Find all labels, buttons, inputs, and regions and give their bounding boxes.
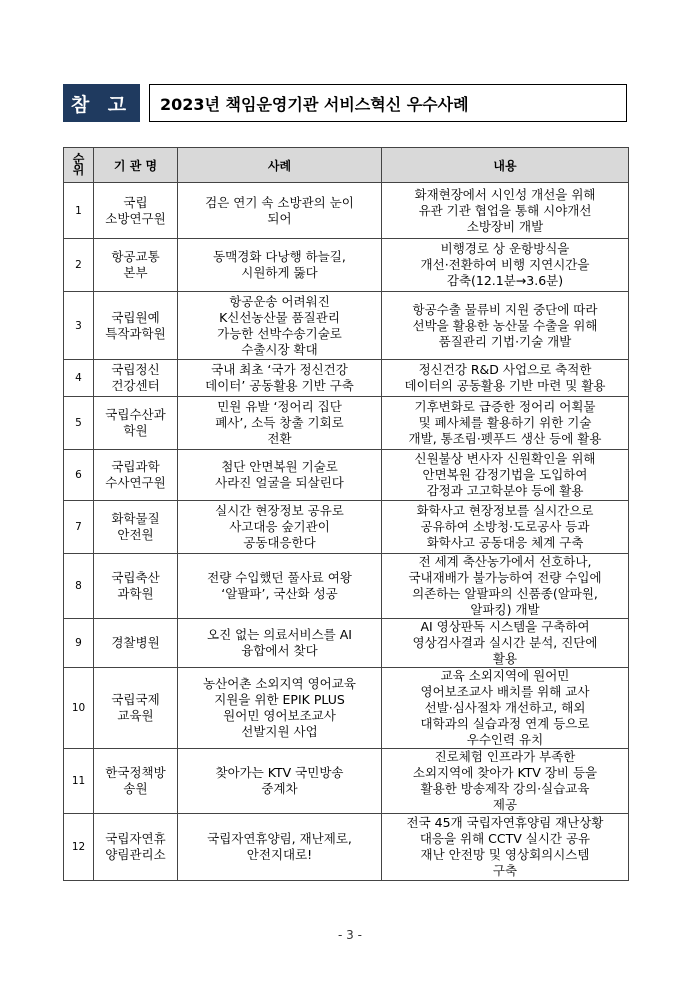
agency-cell: 국립 소방연구원 bbox=[94, 183, 178, 239]
content-cell: 교육 소외지역에 원어민 영어보조교사 배치를 위해 교사 선발·심사절차 개선하고, 해외 대학과의 실습과정 연계 등으로 우수인력 유치 bbox=[382, 668, 629, 749]
case-cell: 국내 최초 ‘국가 정신건강 데이터’ 공동활용 기반 구축 bbox=[178, 360, 382, 397]
case-cell: 동맥경화 다낭행 하늘길, 시원하게 뚫다 bbox=[178, 239, 382, 292]
case-cell: 첨단 안면복원 기술로 사라진 얼굴을 되살린다 bbox=[178, 450, 382, 501]
content-cell: 화학사고 현장정보를 실시간으로 공유하여 소방청·도로공사 등과 화학사고 공동대응 체계 구축 bbox=[382, 501, 629, 554]
agency-cell: 국립국제 교육원 bbox=[94, 668, 178, 749]
table-row bbox=[64, 183, 629, 239]
reference-label: 참 고 bbox=[63, 84, 140, 122]
rank-cell: 3 bbox=[64, 292, 94, 360]
agency-cell: 국립정신 건강센터 bbox=[94, 360, 178, 397]
case-cell: 국립자연휴양림, 재난제로, 안전지대로! bbox=[178, 814, 382, 881]
content-cell: 비행경로 상 운항방식을 개선·전환하여 비행 지연시간을 감축(12.1분→3.6분) bbox=[382, 239, 629, 292]
content-cell: 진로체험 인프라가 부족한 소외지역에 찾아가 KTV 장비 등을 활용한 방송제작 강의·실습교육 제공 bbox=[382, 749, 629, 814]
page-number: - 3 - bbox=[338, 928, 362, 942]
rank-cell: 1 bbox=[64, 183, 94, 239]
content-cell: 화재현장에서 시인성 개선을 위해 유관 기관 협업을 통해 시야개선 소방장비 개발 bbox=[382, 183, 629, 239]
table-row bbox=[64, 749, 629, 814]
agency-cell: 경찰병원 bbox=[94, 619, 178, 668]
table-row bbox=[64, 501, 629, 554]
rank-cell: 4 bbox=[64, 360, 94, 397]
agency-cell: 국립수산과 학원 bbox=[94, 397, 178, 450]
rank-cell: 7 bbox=[64, 501, 94, 554]
agency-cell: 국립원예 특작과학원 bbox=[94, 292, 178, 360]
table-row bbox=[64, 668, 629, 749]
cases-table bbox=[63, 147, 629, 881]
header-agency: 기 관 명 bbox=[94, 148, 178, 183]
table-row bbox=[64, 397, 629, 450]
rank-cell: 9 bbox=[64, 619, 94, 668]
table-row bbox=[64, 619, 629, 668]
content-cell: 기후변화로 급증한 정어리 어획물 및 폐사체를 활용하기 위한 기술 개발, 통조림·펫푸드 생산 등에 활용 bbox=[382, 397, 629, 450]
case-cell: 실시간 현장정보 공유로 사고대응 숲기관이 공동대응한다 bbox=[178, 501, 382, 554]
rank-cell: 8 bbox=[64, 554, 94, 619]
agency-cell: 한국정책방 송원 bbox=[94, 749, 178, 814]
header-content: 내용 bbox=[382, 148, 629, 183]
case-cell: 오진 없는 의료서비스를 AI 융합에서 찾다 bbox=[178, 619, 382, 668]
table-row bbox=[64, 450, 629, 501]
table-row bbox=[64, 554, 629, 619]
table-row bbox=[64, 239, 629, 292]
case-cell: 전량 수입했던 풀사료 여왕 ‘알팔파’, 국산화 성공 bbox=[178, 554, 382, 619]
header-case: 사례 bbox=[178, 148, 382, 183]
rank-cell: 11 bbox=[64, 749, 94, 814]
content-cell: 전 세계 축산농가에서 선호하나, 국내재배가 불가능하여 전량 수입에 의존하는 알팔파의 신품종(알파원, 알파킹) 개발 bbox=[382, 554, 629, 619]
rank-cell: 12 bbox=[64, 814, 94, 881]
rank-cell: 5 bbox=[64, 397, 94, 450]
agency-cell: 국립축산 과학원 bbox=[94, 554, 178, 619]
content-cell: 신원불상 변사자 신원확인을 위해 안면복원 감정기법을 도입하여 감정과 고고학분야 등에 활용 bbox=[382, 450, 629, 501]
content-cell: 전국 45개 국립자연휴양림 재난상황 대응을 위해 CCTV 실시간 공유 재난 안전망 및 영상회의시스템 구축 bbox=[382, 814, 629, 881]
case-cell: 민원 유발 ‘정어리 집단 폐사’, 소득 창출 기회로 전환 bbox=[178, 397, 382, 450]
table-row bbox=[64, 814, 629, 881]
table-row bbox=[64, 360, 629, 397]
agency-cell: 화학물질 안전원 bbox=[94, 501, 178, 554]
agency-cell: 국립자연휴 양림관리소 bbox=[94, 814, 178, 881]
table-header-row bbox=[64, 148, 629, 183]
case-cell: 항공운송 어려워진 K신선농산물 품질관리 가능한 선박수송기술로 수출시장 확대 bbox=[178, 292, 382, 360]
case-cell: 검은 연기 속 소방관의 눈이 되어 bbox=[178, 183, 382, 239]
rank-cell: 10 bbox=[64, 668, 94, 749]
content-cell: AI 영상판독 시스템을 구축하여 영상검사결과 실시간 분석, 진단에 활용 bbox=[382, 619, 629, 668]
document-title: 2023년 책임운영기관 서비스혁신 우수사례 bbox=[149, 84, 627, 122]
rank-cell: 2 bbox=[64, 239, 94, 292]
document-header bbox=[63, 84, 627, 122]
rank-cell: 6 bbox=[64, 450, 94, 501]
content-cell: 정신건강 R&D 사업으로 축적한 데이터의 공동활용 기반 마련 및 활용 bbox=[382, 360, 629, 397]
case-cell: 찾아가는 KTV 국민방송 중계차 bbox=[178, 749, 382, 814]
case-cell: 농산어촌 소외지역 영어교육 지원을 위한 EPIK PLUS 원어민 영어보조교사 선발지원 사업 bbox=[178, 668, 382, 749]
table-row bbox=[64, 292, 629, 360]
header-rank: 순 위 bbox=[64, 148, 94, 183]
agency-cell: 항공교통 본부 bbox=[94, 239, 178, 292]
content-cell: 항공수출 물류비 지원 중단에 따라 선박을 활용한 농산물 수출을 위해 품질관리 기법·기술 개발 bbox=[382, 292, 629, 360]
agency-cell: 국립과학 수사연구원 bbox=[94, 450, 178, 501]
